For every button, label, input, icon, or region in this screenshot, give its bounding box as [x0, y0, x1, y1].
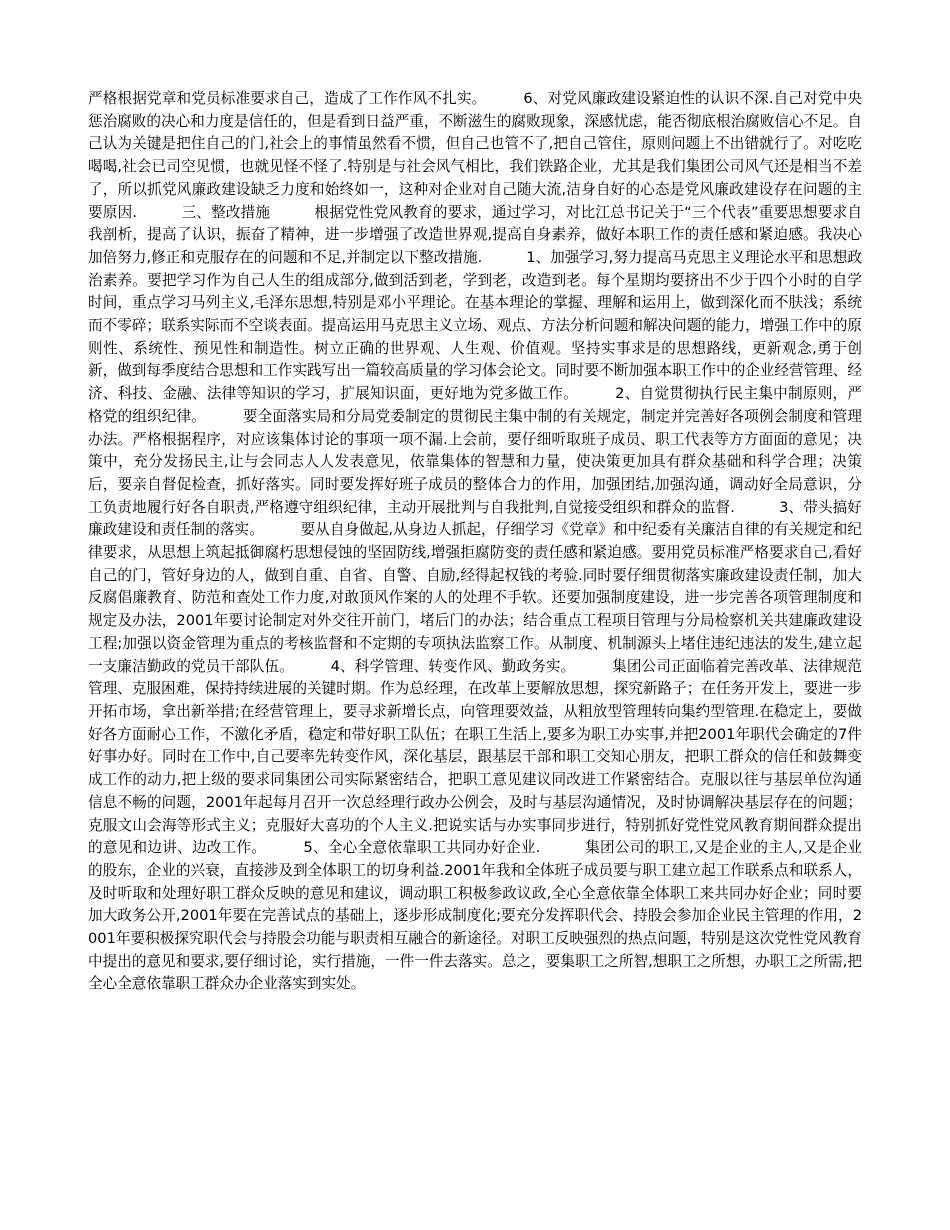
- body-paragraph: 严格根据党章和党员标准要求自己，造成了工作作风不扎实。 6、对党风廉政建设紧迫性的认识不深.自己对党中央惩治腐败的决心和力度是信任的，但是看到日益严重，不断滋生的腐败现象，深感忧虑，能否彻底根治腐败信心不足。自己认为关键是把住自己的门,社会上的事情虽然看不惯，但自己也管不了,把自己管住，原则问题上不出错就行了。对吃吃喝喝,社会已司空见惯，也就见怪不怪了.特别是与社会风气相比，我们铁路企业，尤其是我们集团公司风气还是相当不差了，所以抓党风廉政建设缺乏力度和始终如一，这种对企业对自己随大流,洁身自好的心态是党风廉政建设存在问题的主要原因. 三、整改措施 根据党性党风教育的要求，通过学习，对比江总书记关于“三个代表”重要思想要求自我剖析，提高了认识，振奋了精神，进一步增强了改造世界观,提高自身素养，做好本职工作的责任感和紧迫感。我决心加倍努力,修正和克服存在的问题和不足,并制定以下整改措施. 1、加强学习,努力提高马克思主义理论水平和思想政治素养。要把学习作为自己人生的组成部分,做到活到老，学到老，改造到老。每个星期均要挤出不少于四个小时的自学时间，重点学习马列主义,毛泽东思想,特别是邓小平理论。在基本理论的掌握、理解和运用上，做到深化而不肤浅；系统而不零碎；联系实际而不空谈表面。提高运用马克思主义立场、观点、方法分析问题和解决问题的能力，增强工作中的原则性、系统性、预见性和制造性。树立正确的世界观、人生观、价值观。坚持实事求是的思想路线，更新观念,勇于创新，做到每季度结合思想和工作实践写出一篇较高质量的学习体会论文。同时要不断加强本职工作中的企业经营管理、经济、科技、金融、法律等知识的学习，扩展知识面，更好地为党多做工作。 2、自觉贯彻执行民主集中制原则，严格党的组织纪律。 要全面落实局和分局党委制定的贯彻民主集中制的有关规定，制定并完善好各项例会制度和管理办法。严格根据程序，对应该集体讨论的事项一项不漏.上会前，要仔细听取班子成员、职工代表等方方面面的意见；决策中，充分发扬民主,让与会同志人人发表意见，依靠集体的智慧和力量，使决策更加具有群众基础和科学合理；决策后，要亲自督促检查，抓好落实。同时要发挥好班子成员的整体合力的作用，加强团结,加强沟通，调动好全局意识，分工负责地履行好各自职责,严格遵守组织纪律，主动开展批判与自我批判,自觉接受组织和群众的监督. 3、带头搞好廉政建设和责任制的落实。 要从自身做起,从身边人抓起，仔细学习《党章》和中纪委有关廉洁自律的有关规定和纪律要求，从思想上筑起抵御腐朽思想侵蚀的坚固防线,增强拒腐防变的责任感和紧迫感。要用党员标准严格要求自己,看好自己的门，管好身边的人，做到自重、自省、自警、自励,经得起权钱的考验.同时要仔细贯彻落实廉政建设责任制，加大反腐倡廉教育、防范和查处工作力度,对敢顶风作案的人的处理不手软。还要加强制度建设，进一步完善各项管理制度和规定及办法，2001年要讨论制定对外交往开前门，堵后门的办法；结合重点工程项目管理与分局检察机关共建廉政建设工程;加强以资金管理为重点的考核监督和不定期的专项执法监察工作。从制度、机制源头上堵住违纪违法的发生,建立起一支廉洁勤政的党员干部队伍。 4、科学管理、转变作风、勤政务实。 集团公司正面临着完善改革、法律规范管理、克服困难，保持持续进展的关键时期。作为总经理，在改革上要解放思想，探究新路子；在任务开发上，要进一步开拓市场，拿出新举措;在经营管理上，要寻求新增长点，向管理要效益，从粗放型管理转向集约型管理.在稳定上，要做好各方面耐心工作，不激化矛盾，稳定和带好职工队伍；在职工生活上,要多为职工办实事,并把2001年职代会确定的7件好事办好。同时在工作中,自己要率先转变作风，深化基层，跟基层干部和职工交知心朋友，把职工群众的信任和鼓舞变成工作的动力,把上级的要求同集团公司实际紧密结合，把职工意见建议同改进工作紧密结合。克服以往与基层单位沟通信息不畅的问题，2001年起每月召开一次总经理行政办公例会，及时与基层沟通情况，及时协调解决基层存在的问题；克服文山会海等形式主义；克服好大喜功的个人主义.把说实话与办实事同步进行，特别抓好党性党风教育期间群众提出的意见和边讲、边改工作。 5、全心全意依靠职工共同办好企业. 集团公司的职工,又是企业的主人,又是企业的股东，企业的兴衰，直接涉及到全体职工的切身利益.2001年我和全体班子成员要与职工建立起工作联系点和联系人，及时听取和处理好职工群众反映的意见和建议，调动职工积极参政议政,全心全意依靠全体职工来共同办好企业；同时要加大政务公开,2001年要在完善试点的基础上，逐步形成制度化;要充分发挥职代会、持股会参加企业民主管理的作用，2001年要积极探究职代会与持股会功能与职责相互融合的新途径。对职工反映强烈的热点问题，特别是这次党性党风教育中提出的意见和要求,要仔细讨论，实行措施，一件一件去落实。总之，要集职工之所智,想职工之所想，办职工之所需,把全心全意依靠职工群众办企业落实到实处。: [88, 90, 863, 993]
- document-page: [88, 88, 862, 996]
